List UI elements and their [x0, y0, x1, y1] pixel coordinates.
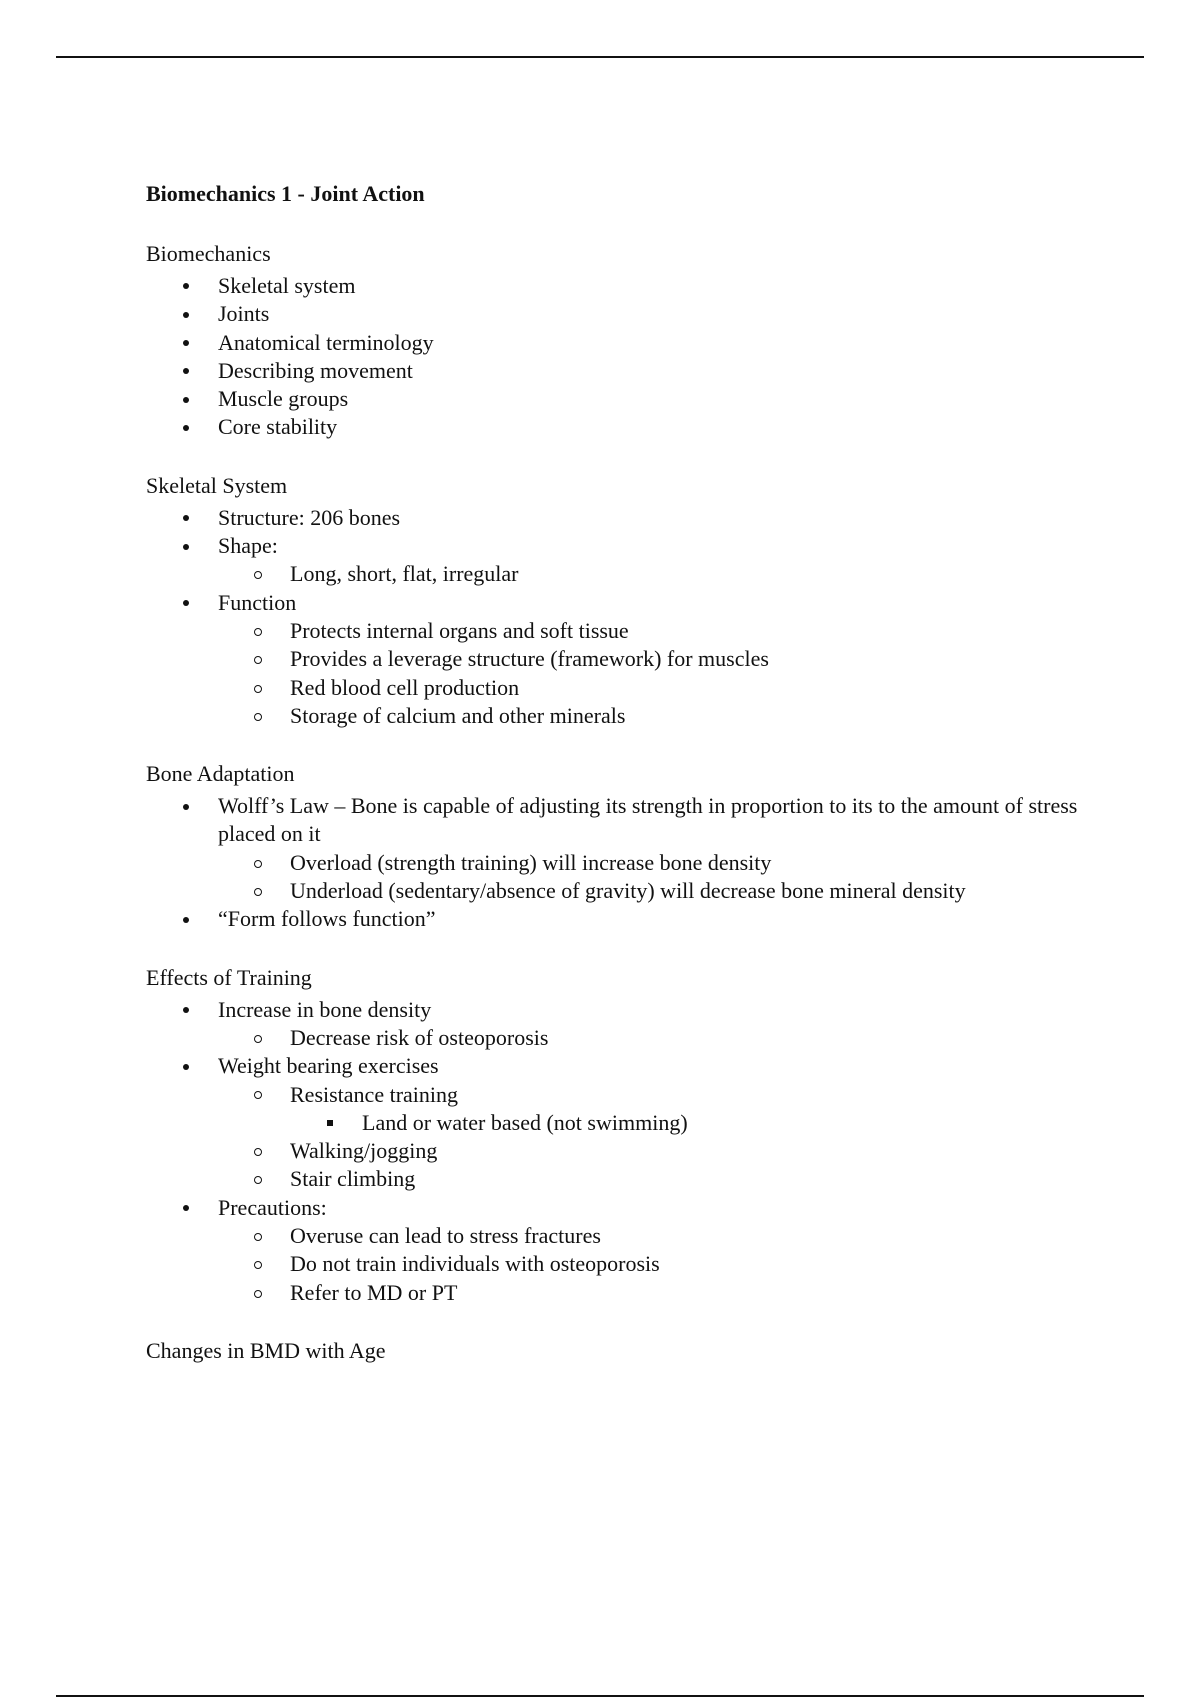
bullet-circle-icon — [248, 1024, 268, 1052]
bullet-circle-icon — [254, 713, 262, 721]
bullet-circle-icon — [248, 1165, 268, 1193]
bullet-dot-icon — [176, 1052, 196, 1080]
bullet-circle-icon — [254, 1035, 262, 1043]
bullet-square-icon — [327, 1120, 333, 1126]
list-item-text: “Form follows function” — [218, 906, 436, 932]
bullet-list-level-1 — [146, 792, 1096, 933]
bullet-dot-icon — [176, 329, 196, 357]
list-item — [146, 385, 1096, 413]
list-item — [146, 413, 1096, 441]
list-item — [290, 1109, 1096, 1137]
section — [146, 1337, 1096, 1365]
list-item — [146, 329, 1096, 357]
list-item — [146, 1194, 1096, 1307]
bullet-circle-icon — [254, 888, 262, 896]
list-item — [146, 532, 1096, 589]
bullet-circle-icon — [248, 674, 268, 702]
bullet-circle-icon — [248, 1279, 268, 1307]
list-item-text: Overuse can lead to stress fractures — [290, 1223, 601, 1249]
list-item-text: Underload (sedentary/absence of gravity) will decrease bone mineral density — [290, 878, 966, 904]
bullet-dot-icon — [183, 283, 189, 289]
bullet-circle-icon — [248, 1081, 268, 1109]
bullet-dot-icon — [183, 1007, 189, 1013]
bullet-dot-icon — [183, 397, 189, 403]
bullet-circle-icon — [254, 628, 262, 636]
bullet-list-level-2 — [218, 560, 1096, 588]
section — [146, 472, 1096, 730]
bullet-circle-icon — [254, 656, 262, 664]
bullet-dot-icon — [176, 357, 196, 385]
list-item — [146, 792, 1096, 905]
bullet-circle-icon — [254, 1261, 262, 1269]
header-rule — [56, 56, 1144, 58]
list-item-text: Describing movement — [218, 357, 413, 383]
bullet-list-level-2 — [218, 617, 1096, 730]
list-item-text: Red blood cell production — [290, 674, 520, 700]
section-heading: Bone Adaptation — [146, 761, 295, 787]
list-item-text: Do not train individuals with osteoporosis — [290, 1251, 660, 1277]
list-item-text: Structure: 206 bones — [218, 504, 401, 530]
list-item — [218, 849, 1096, 877]
list-item-text: Increase in bone density — [218, 996, 432, 1022]
bullet-circle-icon — [254, 1148, 262, 1156]
list-item-text: Long, short, flat, irregular — [290, 561, 519, 587]
bullet-dot-icon — [183, 1205, 189, 1211]
list-item — [218, 560, 1096, 588]
bullet-circle-icon — [248, 645, 268, 673]
list-item — [218, 645, 1096, 673]
bullet-list-level-2 — [218, 1024, 1096, 1052]
bullet-square-icon — [320, 1109, 340, 1137]
bullet-circle-icon — [248, 617, 268, 645]
list-item-text: Decrease risk of osteoporosis — [290, 1024, 549, 1050]
bullet-circle-icon — [254, 571, 262, 579]
bullet-circle-icon — [254, 1176, 262, 1184]
bullet-circle-icon — [248, 560, 268, 588]
bullet-list-level-2 — [218, 1081, 1096, 1194]
list-item — [218, 1279, 1096, 1307]
bullet-dot-icon — [176, 413, 196, 441]
bullet-list-level-1 — [146, 504, 1096, 730]
list-item-text: Stair climbing — [290, 1166, 416, 1192]
bullet-circle-icon — [248, 877, 268, 905]
list-item-text: Walking/jogging — [290, 1138, 438, 1164]
bullet-dot-icon — [176, 385, 196, 413]
document-body — [146, 180, 1096, 1395]
bullet-dot-icon — [183, 1064, 189, 1070]
document-title: Biomechanics 1 - Joint Action — [146, 181, 425, 206]
bullet-dot-icon — [183, 804, 189, 810]
bullet-list-level-2 — [218, 849, 1096, 906]
bullet-circle-icon — [254, 685, 262, 693]
list-item — [146, 589, 1096, 730]
list-item-text: Resistance training — [290, 1081, 459, 1107]
list-item-text: Skeletal system — [218, 273, 356, 298]
list-item-text: Storage of calcium and other minerals — [290, 702, 626, 728]
bullet-dot-icon — [183, 600, 189, 606]
bullet-circle-icon — [254, 1233, 262, 1241]
bullet-circle-icon — [254, 860, 262, 868]
list-item — [146, 300, 1096, 328]
section-heading: Changes in BMD with Age — [146, 1337, 386, 1363]
bullet-dot-icon — [176, 272, 196, 300]
bullet-dot-icon — [183, 425, 189, 431]
list-item-text: Precautions: — [218, 1194, 327, 1220]
list-item — [146, 1052, 1096, 1193]
list-item — [146, 905, 1096, 933]
bullet-list-level-2 — [218, 1222, 1096, 1307]
list-item — [146, 357, 1096, 385]
list-item — [146, 504, 1096, 532]
list-item-text: Wolff’s Law – Bone is capable of adjusting its strength in proportion to its to the amount of stress placed on it — [218, 793, 1078, 847]
list-item — [146, 996, 1096, 1053]
list-item-text: Weight bearing exercises — [218, 1053, 439, 1079]
list-item — [218, 1250, 1096, 1278]
section — [146, 760, 1096, 933]
bullet-dot-icon — [176, 1194, 196, 1222]
list-item-text: Protects internal organs and soft tissue — [290, 617, 629, 643]
bullet-circle-icon — [254, 1091, 262, 1099]
bullet-circle-icon — [254, 1290, 262, 1298]
bullet-circle-icon — [248, 1250, 268, 1278]
section — [146, 240, 1096, 442]
list-item-text: Land or water based (not swimming) — [362, 1109, 688, 1135]
bullet-dot-icon — [176, 996, 196, 1024]
list-item-text: Joints — [218, 301, 270, 327]
list-item-text: Refer to MD or PT — [290, 1279, 458, 1305]
list-item — [218, 1024, 1096, 1052]
list-item — [218, 1165, 1096, 1193]
list-item-text: Provides a leverage structure (framework) for muscles — [290, 646, 769, 672]
list-item — [218, 674, 1096, 702]
footer-rule — [56, 1695, 1144, 1697]
list-item-text: Muscle groups — [218, 386, 349, 412]
bullet-circle-icon — [248, 702, 268, 730]
sections-container — [146, 240, 1096, 1365]
list-item — [218, 617, 1096, 645]
list-item — [218, 702, 1096, 730]
bullet-list-level-1 — [146, 272, 1096, 442]
bullet-dot-icon — [176, 905, 196, 933]
bullet-dot-icon — [176, 504, 196, 532]
bullet-circle-icon — [248, 1222, 268, 1250]
bullet-circle-icon — [248, 849, 268, 877]
bullet-list-level-3 — [290, 1109, 1096, 1137]
bullet-dot-icon — [183, 340, 189, 346]
bullet-dot-icon — [176, 792, 196, 820]
list-item-text: Shape: — [218, 533, 278, 559]
bullet-dot-icon — [183, 515, 189, 521]
list-item-text: Overload (strength training) will increase bone density — [290, 849, 772, 875]
section — [146, 964, 1096, 1307]
bullet-dot-icon — [183, 544, 189, 550]
bullet-circle-icon — [248, 1137, 268, 1165]
bullet-dot-icon — [183, 312, 189, 318]
list-item-text: Function — [218, 589, 297, 615]
bullet-dot-icon — [183, 917, 189, 923]
bullet-dot-icon — [176, 589, 196, 617]
bullet-dot-icon — [176, 300, 196, 328]
bullet-dot-icon — [176, 532, 196, 560]
section-heading: Biomechanics — [146, 241, 271, 266]
bullet-list-level-1 — [146, 996, 1096, 1307]
list-item-text: Core stability — [218, 414, 338, 440]
list-item — [218, 877, 1096, 905]
list-item — [218, 1137, 1096, 1165]
list-item — [146, 272, 1096, 300]
bullet-dot-icon — [183, 368, 189, 374]
list-item-text: Anatomical terminology — [218, 329, 434, 355]
section-heading: Skeletal System — [146, 472, 288, 498]
list-item — [218, 1081, 1096, 1138]
section-heading: Effects of Training — [146, 964, 312, 990]
list-item — [218, 1222, 1096, 1250]
